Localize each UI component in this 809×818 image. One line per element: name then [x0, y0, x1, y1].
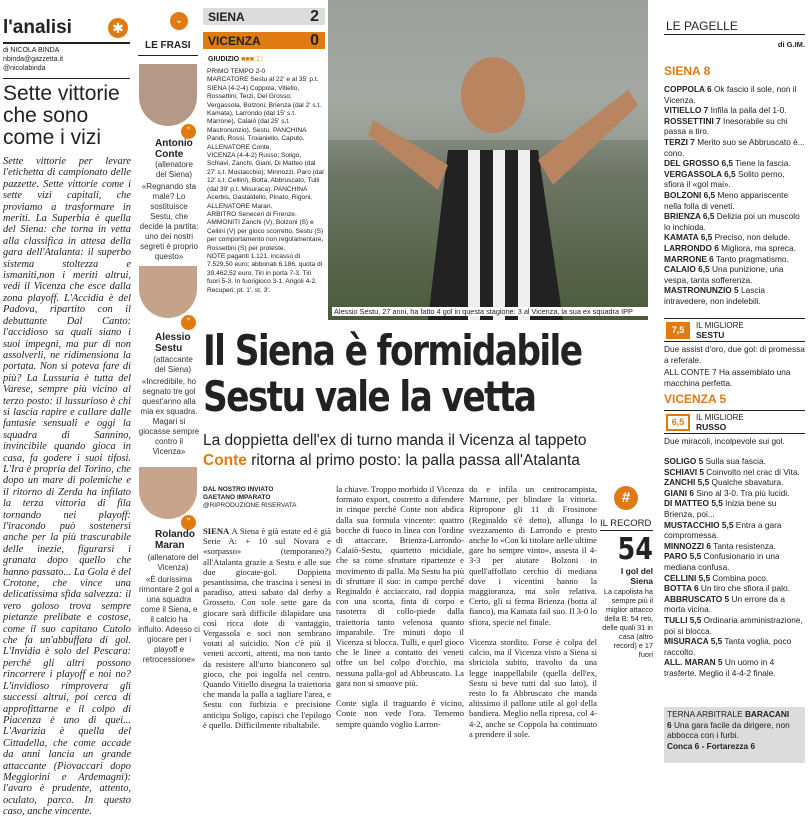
article-body — [203, 482, 598, 767]
subtitle2: Conte ritorna al primo posto: la palla passa all'Atalanta — [203, 452, 580, 469]
quote-name: Alessio Sestu — [155, 332, 191, 354]
away-goals: 0 — [310, 31, 319, 49]
terna-header: TERNA ARBITRALE BARACANI — [667, 709, 790, 719]
dateline: SIENA — [203, 526, 230, 536]
frasi-column-lower — [135, 465, 200, 685]
rating-item: MARRONE 6 Tanto pragmatismo. — [664, 253, 789, 264]
best-siena-vote: 7,5 — [666, 322, 690, 339]
rating-item: VERGASSOLA 6,5 Solito perno, sfiora il «gol mai». — [664, 168, 785, 190]
rating-item: GIANI 6 Sino al 3-0. Tra più lucidi. — [664, 487, 790, 498]
section-icon: ✱ — [108, 18, 128, 38]
tabellino: PRIMO TEMPO 2-0 MARCATORE Sestu al 22' e al 35' p.t. SIENA (4-2-4) Coppola; Vitiello, Rossettini, Terzi, Del Grosso; Vergassola, Bolzoni; Brienza (dal 2' s.t. Kamata), Larrondo (dal 15' s.t. Marrone), Calaiò (dal 25' s.t. Mastronunzio), Sestu. PANCHINA Pandi, Rossi, Troianiello, Caputo. ALLENATORE Conte. VICENZA (4-4-2) Russo; Soligo, Schiavi, Zanchi, Giani, Di Matteo (dal 27' s.t. Mustacchio); Minnozzi, Paro (dal 12' s.t. Cellini), Botta, Abbruscato, Tulli (dal 39' p.t. Misuraca). PANCHINA Acerbis, Gastaldello, Pinato, Rigoni. ALLENATORE Maran. ARBITRO Seneceri di Firenze. AMMONITI Zanchi (V), Bolzoni (S) e Cellini (V) per gioco scorretto, Sestu (S) per comportamento non regolamentare, Rossettini (S) per proteste. NOTE paganti 1.121, incasso di 7.529,50 euro; abbonati 6.186, quota di 39.462,52 euro. Tiri in porta 7-3. Tiri fuori 5-3. In fuorigioco 3-1. Angoli 4-2. Recuperi: pt. 1', st. 3'. — [207, 68, 324, 294]
best-siena-label: IL MIGLIORE — [696, 321, 744, 330]
rating-item: COPPOLA 6 Ok fascio il sole, non il Vicenza. — [664, 84, 797, 105]
match-box — [203, 8, 325, 338]
best-siena-text: Due assist d'oro, due gol: di promessa a referale. — [664, 344, 805, 365]
rating-item: DEL GROSSO 6,5 Tiene la fascia. — [664, 158, 791, 169]
analysis-headline: Sette vittorie che sono come i vizi — [3, 82, 120, 149]
best-vicenza-vote: 6,5 — [666, 414, 690, 431]
quote-icon: ” — [181, 315, 196, 330]
home-goals: 2 — [310, 7, 319, 25]
record-title: I gol del Siena — [620, 566, 653, 586]
quote-name: Antonio Conte — [155, 138, 193, 160]
rating-item: SCHIAVI 5 Coinvolto nel crac di Vita. — [664, 466, 800, 477]
all-conte: ALL CONTE 7 Ha assemblato una macchina perfetta. — [664, 367, 791, 388]
byline: DAL NOSTRO INVIATO GAETANO IMPARATO @RIPRODUZIONE RISERVATA — [203, 486, 297, 509]
quote-icon: ” — [181, 124, 196, 139]
record-number: 54 — [617, 532, 653, 567]
rating-item: BOTTA 6 Un tiro che sfiora il palo. — [664, 583, 790, 594]
frasi-column — [135, 0, 200, 480]
best-vicenza-label: IL MIGLIORE — [696, 413, 744, 422]
rating-item: CALAIO 6,5 Una punizione, una vespa, tanta sofferenza. — [664, 264, 784, 285]
article-col-1: SIENA A Siena è già estate ed è già Serie A: + 10 sul Novara e «sorpasso» (temporaneo?) all'Atalanta grazie a Sestu e alle sue due giocate-gol. Doppietta pesantissima, che trascina i senesi in paradiso, attesi sabato dal derby a Grosseto. Con sole sette gare da giocare sarà difficile dilapidare una così ricca dote di vantaggio, Vergassola e soci non sembrano votati al suicidio. Non c'è più il veneti accorti, attenti, ma non tanto da resistere all'urto bianconero sul gioco, che poi ingolfa nel centro. Quando Vitiello disegna la traiettoria che manda la palla a tagliare l'area, e Sestu con furbizia e precisione anticipa Soligo, capisci che l'epilogo è quello. Difficilmente ribaltabile. — [203, 526, 331, 730]
siena-header: SIENA 8 — [664, 64, 711, 78]
rating-item: DI MATTEO 5,5 Inizia bene su Brienza, poi... — [664, 498, 777, 519]
avatar — [139, 266, 197, 318]
quote-text: «Regnando sta male? Lo sostituisce Sestu, che decide la partita: uno dei nostri segreti è proprio questo» — [139, 182, 199, 261]
quote-text: «È durissima rimontare 2 gol a una squadra come il Siena, e il calcio ha influito. Adesso ci giocare per i playoff e retrocessione» — [138, 575, 200, 664]
rating-item: CELLINI 5,5 Combina poco. — [664, 572, 769, 583]
quote-icon: ” — [181, 515, 196, 530]
rating-icon: ■■■□□ — [241, 56, 263, 63]
quote-role: (allenatore del Siena) — [155, 160, 193, 179]
rating-item: MISURACA 5,5 Tanta voglia, poco raccolto. — [664, 636, 792, 657]
quote-text: «Incredibile, ho segnato tre gol quest'anno alla mia ex squadra. Magari si giocasse sempre contro il Vicenza» — [138, 377, 200, 456]
vicenza-ratings — [664, 456, 805, 678]
article-col-3: do e infila un centrocampista, Marrone, per blindare la vittoria. Ripropone gli 11 di Frosinone (Reginaldo s'è detto), allunga lo svezzamento di Larrondo e presto anche lo «Con ki titolare nelle ultime gare ho sempre vinto», assesta il 4-3-3 per aiutare Bolzoni in quell'affollato cerchio di mediana dove i vicentini hanno la maggioranza, ma solo relativa. Certo, gli si ferma Brienza (botta al fianco), ma Kamata fail suo. Il 3-0 lo sfiora, specie nel finale. Vicenza stordito. Forse è colpa del calcio, ma il Vicenza visto a Siena si sbriciola subito, travolto da una legge inappellabile (quella dell'ex, Sestu si beve tutti dal suo lato), il resto lo fa Abbruscato che manda altissimo il pallone utile al gol della bandiera. Meglio nella ripresa, col 4-4-2, anche se Coppola ha continuato a prendere il sole. — [469, 484, 597, 739]
rating-item: MINNOZZI 6 Tanta resistenza. — [664, 540, 776, 551]
rating-item: MUSTACCHIO 5,5 Entra a gara compromessa. — [664, 519, 782, 541]
headline — [203, 328, 653, 478]
best-siena-box — [664, 318, 805, 342]
rating-item: LARRONDO 6 Migliora, ma spreca. — [664, 242, 796, 253]
rating-item: TERZI 7 Merito suo se Abbruscato è... cono. — [664, 136, 805, 158]
vicenza-header: VICENZA 5 — [664, 392, 727, 406]
rating-item: ALL. MARAN 5 Un uomo in 4 trasferte. Meglio il 4-4-2 finale. — [664, 657, 776, 678]
author: di NICOLA BINDA — [3, 47, 60, 54]
hash-icon: # — [614, 486, 638, 510]
giudizio: GIUDIZIO ■■■□□ — [208, 56, 263, 63]
rating-item: ZANCHI 5,5 Qualche sbavatura. — [664, 477, 784, 488]
left-column — [0, 0, 133, 818]
chevron-down-icon: ⌄ — [170, 12, 188, 30]
hero-photo — [328, 0, 648, 320]
rating-item: MASTRONUNZIO 5 Lascia intravedere, non indelebili. — [664, 285, 765, 306]
terna-extra: Conca 6 - Fortarezza 6 — [667, 740, 756, 751]
pagelle-column — [660, 0, 809, 767]
quote-name: Rolando Maran — [155, 529, 195, 551]
record-text: La capolista ha sempre più il miglior attacco della B: 54 reti, delle quali 31 in casa (altro record) e 17 fuori — [602, 587, 653, 659]
away-score-row — [203, 32, 325, 49]
pagelle-label: LE PAGELLE — [666, 19, 738, 33]
terna-text: 6 Una gara facile da dirigere, non abbocca con i furbi. — [667, 719, 790, 741]
headline-line2: Sestu vale la vetta — [203, 372, 536, 421]
away-team: VICENZA — [208, 33, 261, 48]
avatar — [139, 467, 197, 519]
record-label: IL RECORD — [600, 518, 652, 529]
author-email[interactable]: nbinda@gazzetta.it — [3, 56, 64, 63]
siena-ratings — [664, 84, 805, 306]
best-vicenza-name: RUSSO — [696, 422, 727, 432]
frasi-label: LE FRASI — [145, 40, 191, 51]
rating-item: SOLIGO 5 Sulla sua fascia. — [664, 456, 766, 466]
avatar — [139, 64, 197, 126]
rating-item: KAMATA 6,5 Preciso, non delude. — [664, 232, 791, 243]
best-vicenza-box — [664, 410, 805, 434]
rating-item: BRIENZA 6,5 Delizia poi un muscolo lo inchioda. — [664, 211, 800, 232]
rating-item: ROSSETTINI 7 Inesorabile su chi passa a tiro. — [664, 115, 788, 137]
subtitle: La doppietta dell'ex di turno manda il Vicenza al tappeto — [203, 432, 587, 449]
author-handle[interactable]: @nicolabinda — [3, 65, 46, 72]
headline-line1: Il Siena è formidabile — [203, 326, 582, 375]
quote-role: (allenatore del Vicenza) — [147, 553, 199, 572]
best-siena-name: SESTU — [696, 330, 725, 340]
rating-item: VITIELLO 7 Infila la palla del 1-0. — [664, 105, 787, 116]
article-col-2: la chiave. Troppo morbido il Vicenza formato export, costretto a difendere in cinque perché Conte non abdica dalla sua formula vincente: quattro bocche di fuoco in linea con l'ordine di attaccare. Brienza-Larrondo-Calaiò-Sestu, quartetto micidiale, che sa come sfruttare ripartenze e movimento di palla. Ma Sestu ha più di sfruttare il suo: in campo perché Reginaldo è acciaccato, rad doppia con una scorta, finta di corpo e rasoterra di collo-piede dalla traiettoria tanto velenosa quanto imparabile. Tre minuti dopo il Vicenza si blocca. Tulli, e quel gioco che le linee a contatto dei veneti offre un bel colpo d'occhio, ma nessuna palla-gol ad Abbruscato. La gara non si smuove più. Conte sigla il traguardo è vicino, Conte non vede l'ora. Ternemo sempre quando voglio Larron- — [336, 484, 464, 729]
analysis-body: Sette vittorie per levare l'etichetta di campionato delle pazzette. Sette vittorie come i sette vizi capitali, che proviamo a trasformare in meriti. La Superbia è quella del Siena: che torna in vetta alla classifica in attesa della gara dell'Atalanta: il superbo sistema stoltezza e ismaniti,non i meriti altrui, vedi il Vicenza che esce dalla zona playoff. L'Accidia è del Padova, ripartito con il debuttante Dal Canto: l'accidioso sa quali siano i suoi impegni, ma pur di non assolverli, ne ridimensiona la portata. Non si poteva fare di più? La Lussuria è tutta del Varese, sempre più vicino al terzo posto: il lussurioso è chi si lascia rapire e cullare dalle fantasie sensuali e oggi la squadra di Sannino, invincibile quando gioca in casa, fa godere i suoi tifosi. L'Ira è propria del Torino, che dopo un mare di polemiche e il ritorno di Zerda ha infilato la terza vittoria di fila tornando nei playoff: l'iracondo può sostenersi anche per la più trascurabile delle inezie, figurarsi i granata dopo quello che hanno passato... La Gola è del Crotone, che vince una delicatissima sfida salvezza: il vero goloso trova sempre pietanze prelibate e costose, come il suo capitano Cutolo che fa un'abbuffata di gol. L'Invidia è solo del Pescara: perché gli altri possono rincorrere i playoff e noi no? L'invidioso rimprovera gli successi altrui, poi cerca di approfittarne e il colpo di Piacenza è uno di quei... L'Avarizia è quella del Cittadella, che come accade da anni lancia un grande attaccante (Piovaccari dopo Meggiorini e Ardemagni): l'avaro è prudente, attento, oculato, parco. In questo caso, anche vincente. — [3, 156, 131, 818]
rating-item: TULLI 5,5 Ordinaria amministrazione, poi si blocca. — [664, 614, 803, 636]
pagelle-author: di G.IM. — [777, 40, 805, 49]
rating-item: BOLZONI 6,5 Meno appariscente nella folla di veneti. — [664, 189, 789, 211]
section-title: l'analisi — [3, 17, 72, 38]
record-box — [600, 486, 653, 686]
terna-box — [664, 707, 805, 763]
quote-role: (attaccante del Siena) — [153, 355, 193, 374]
rating-item: ABBRUSCATO 5 Un errore da a morta vicina. — [664, 593, 785, 615]
rating-item: PARO 5,5 Confusionario in una mediana confusa. — [664, 551, 780, 572]
best-vicenza-text: Due miracoli, incolpevole sui gol. — [664, 436, 785, 446]
player-celebrating-image — [328, 0, 648, 320]
photo-caption: Alessio Sestu, 27 anni, ha fatto 4 gol in questa stagione: 3 al Vicenza, la sua ex squadra IPP — [332, 307, 648, 316]
home-score-row — [203, 8, 325, 25]
home-team: SIENA — [208, 9, 245, 24]
